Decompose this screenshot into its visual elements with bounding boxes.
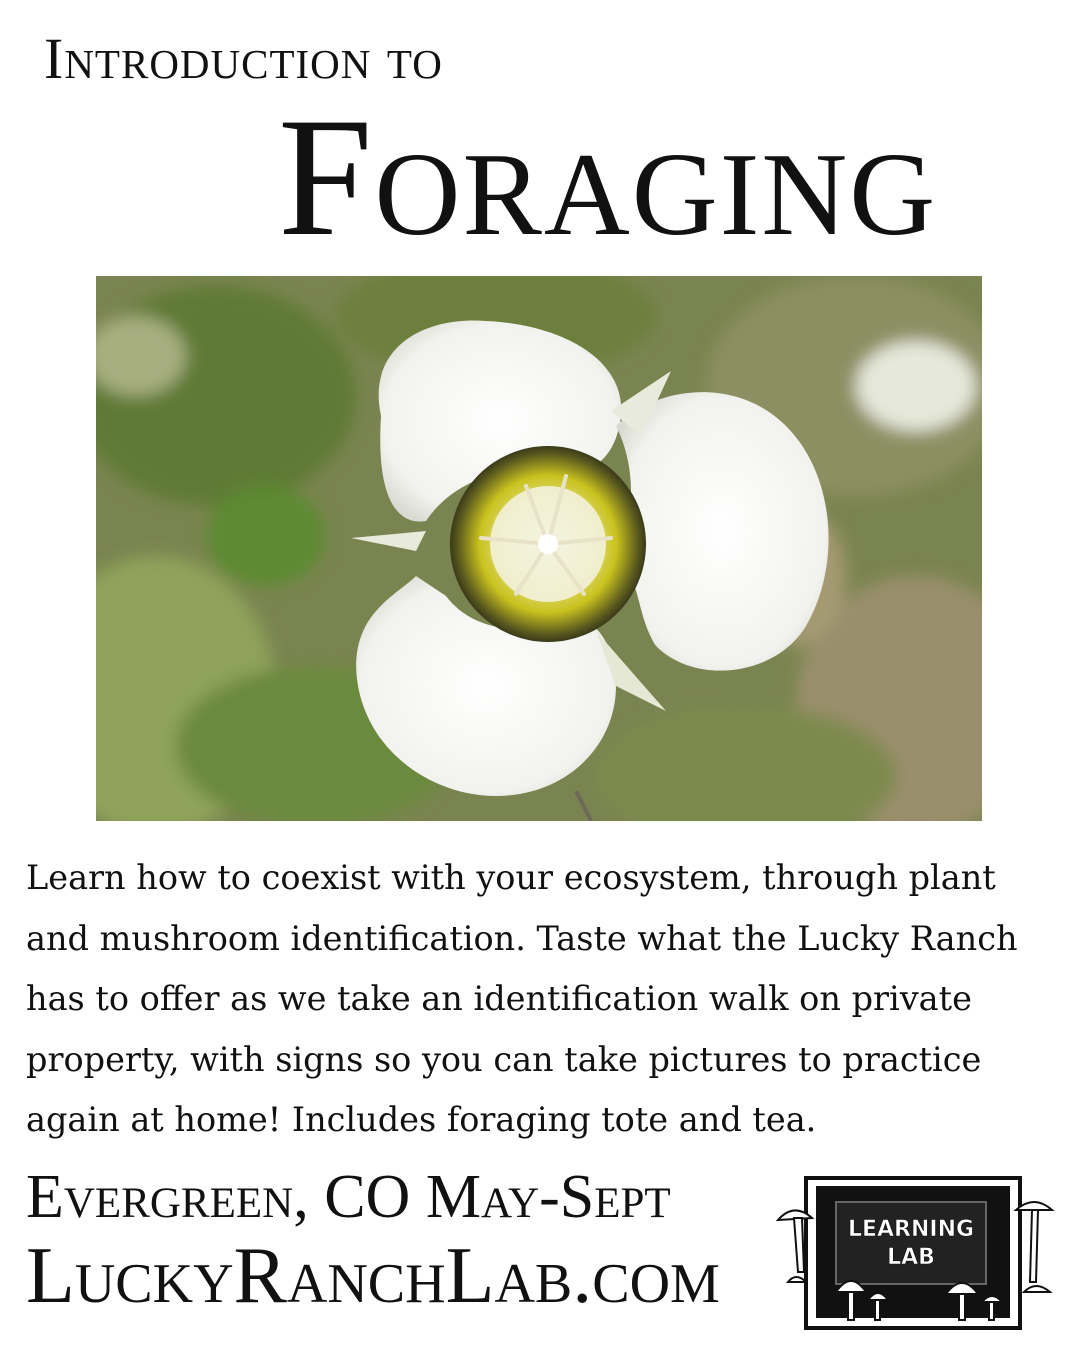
logo-line2: LAB <box>887 1245 935 1270</box>
event-location-dates: Evergreen, CO May-Sept <box>26 1163 671 1231</box>
page-title: Foraging <box>278 83 938 271</box>
logo-line1: LEARNING <box>847 1217 975 1242</box>
flower-photo <box>96 276 982 821</box>
learning-lab-logo <box>776 1172 1056 1336</box>
subtitle-intro: Introduction to <box>44 26 443 91</box>
website-link[interactable]: LuckyRanchLab.com <box>26 1232 720 1320</box>
event-description: Learn how to coexist with your ecosystem, through plant and mushroom identification. Taste what the Lucky Ranch has to offer as we take an identification walk on private property, with signs so you can take pictures to practice again at home! Includes foraging tote and tea. <box>26 858 1018 1139</box>
